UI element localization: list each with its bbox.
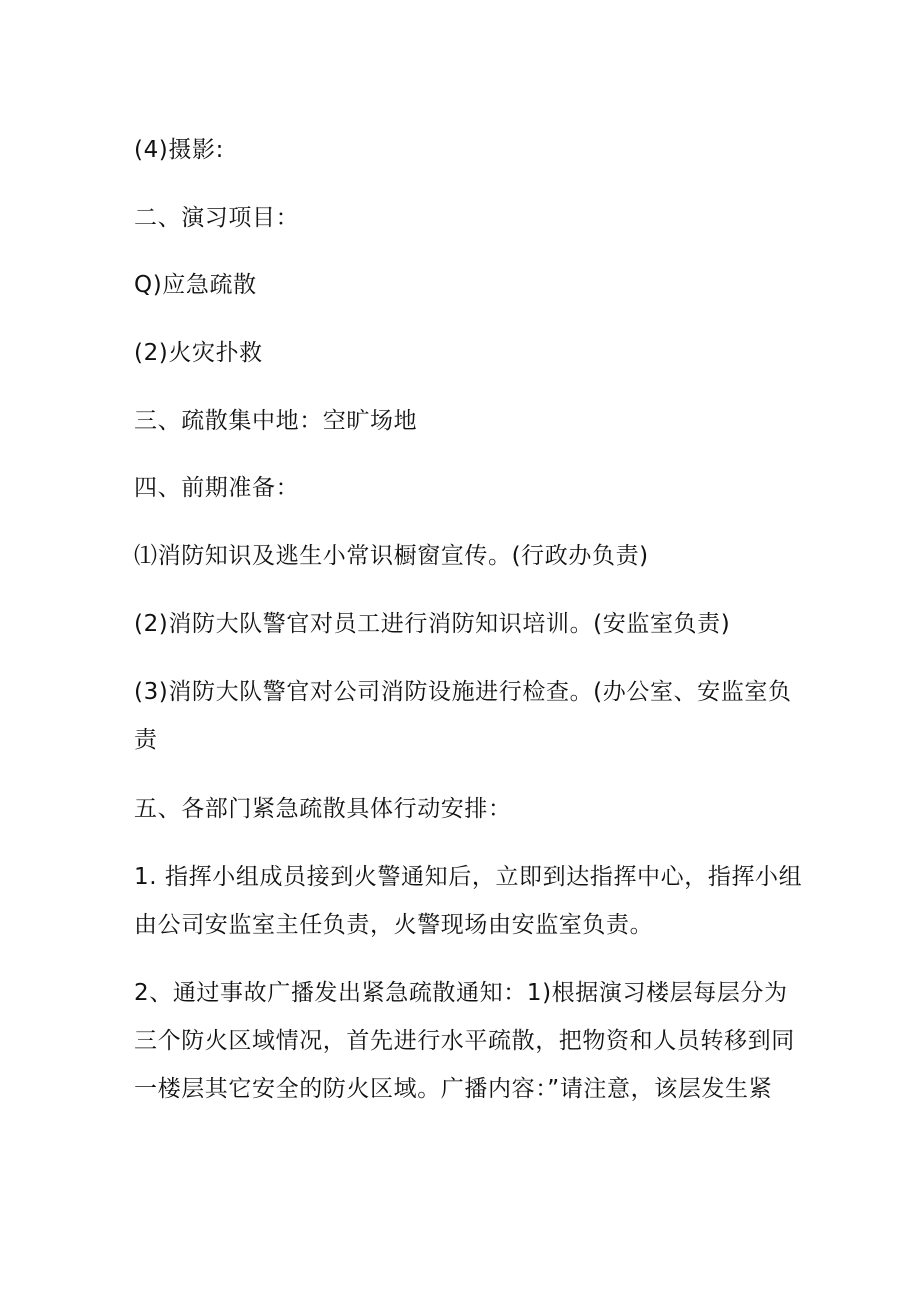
doc-heading-drill-items: 二、演习项目：: [134, 205, 300, 231]
doc-paragraph-2-line-2: 三个防火区域情况，首先进行水平疏散，把物资和人员转移到同: [134, 1028, 795, 1054]
doc-line-prep-3-cont: 责: [134, 727, 158, 753]
doc-line-prep-1: ⑴消防知识及逃生小常识橱窗宣传。(行政办负责): [134, 543, 649, 569]
doc-heading-department-actions: 五、各部门紧急疏散具体行动安排：: [134, 796, 512, 822]
doc-heading-preparation: 四、前期准备：: [134, 475, 300, 501]
doc-paragraph-1-line-2: 由公司安监室主任负责，火警现场由安监室负责。: [134, 912, 654, 938]
doc-paragraph-1-line-1: 1. 指挥小组成员接到火警通知后，立即到达指挥中心，指挥小组: [134, 864, 803, 890]
doc-paragraph-2-line-1: 2、通过事故广播发出紧急疏散通知：1)根据演习楼层每层分为: [134, 980, 788, 1006]
doc-line-emergency-evacuation: Q)应急疏散: [134, 272, 257, 298]
doc-line-fire-fighting: (2)火灾扑救: [134, 340, 263, 366]
doc-heading-assembly-point: 三、疏散集中地：空旷场地: [134, 408, 418, 434]
doc-line-prep-3: (3)消防大队警官对公司消防设施进行检查。(办公室、安监室负: [134, 679, 792, 705]
doc-paragraph-2-line-3: 一楼层其它安全的防火区域。广播内容：”请注意，该层发生紧: [134, 1076, 773, 1102]
doc-line-prep-2: (2)消防大队警官对员工进行消防知识培训。(安监室负责): [134, 611, 731, 637]
doc-line-photography: (4)摄影:: [134, 137, 224, 163]
